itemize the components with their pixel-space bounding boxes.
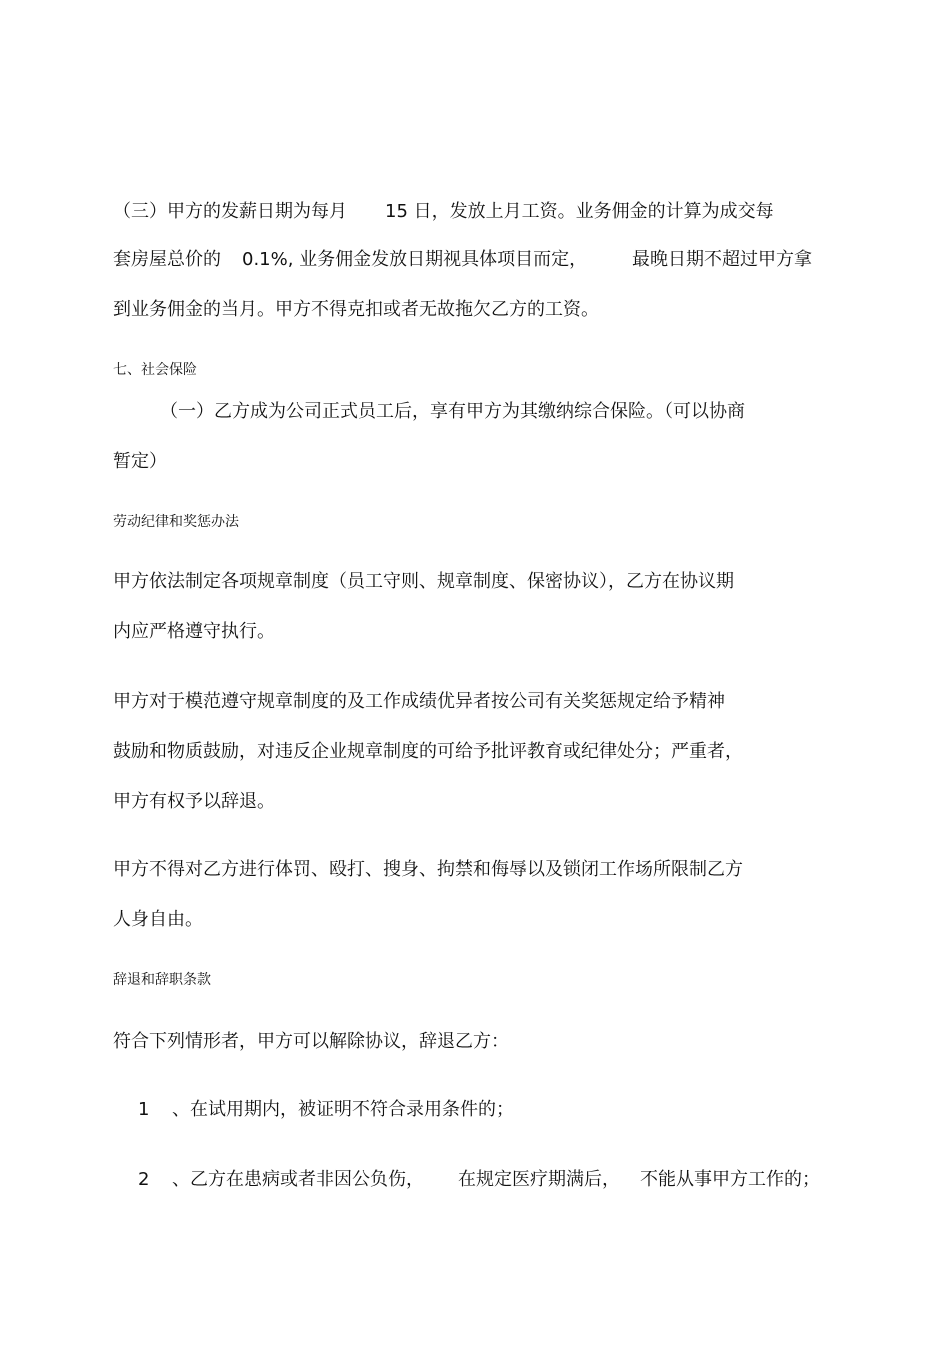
salary-line-2-part-c: 最晚日期不超过甲方拿	[632, 249, 812, 270]
salary-line-3-text: 到业务佣金的当月。甲方不得克扣或者无故拖欠乙方的工资。	[113, 299, 599, 320]
salary-line-1-part-a: （三）甲方的发薪日期为每月	[113, 201, 347, 222]
discipline-p3-line-1-text: 甲方不得对乙方进行体罚、殴打、搜身、拘禁和侮辱以及锁闭工作场所限制乙方	[113, 859, 743, 880]
discipline-p2-line-3	[0, 790, 275, 838]
discipline-p1-line-1-text: 甲方依法制定各项规章制度（员工守则、规章制度、保密协议），乙方在协议期	[113, 571, 734, 592]
discipline-p1-line-1	[0, 570, 734, 618]
social-insurance-para-line-2-text: 暂定）	[113, 451, 167, 472]
social-insurance-para-line-1-text: （一）乙方成为公司正式员工后，享有甲方为其缴纳综合保险。（可以协商	[160, 401, 745, 422]
social-insurance-heading	[0, 360, 197, 400]
social-insurance-heading-text: 七、社会保险	[113, 362, 197, 378]
dismissal-intro	[0, 1030, 509, 1078]
salary-line-1-part-b: 15 日，发放上月工资。业务佣金的计算为成交每	[385, 201, 774, 222]
discipline-p2-line-1	[0, 690, 725, 738]
dismissal-item-2-number: 2	[138, 1169, 150, 1190]
dismissal-item-2-text-b: 在规定医疗期满后，	[458, 1169, 620, 1190]
dismissal-item-2-text-a: 、乙方在患病或者非因公负伤，	[172, 1169, 424, 1190]
discipline-p3-line-2	[0, 908, 203, 956]
dismissal-intro-text: 符合下列情形者，甲方可以解除协议，辞退乙方：	[113, 1031, 509, 1052]
discipline-p2-line-3-text: 甲方有权予以辞退。	[113, 791, 275, 812]
discipline-p3-line-2-text: 人身自由。	[113, 909, 203, 930]
dismissal-item-2-text-c: 不能从事甲方工作的；	[640, 1169, 820, 1190]
discipline-heading	[0, 512, 239, 552]
dismissal-item-1-text: 、在试用期内，被证明不符合录用条件的；	[172, 1099, 514, 1120]
dismissal-item-1	[0, 1098, 514, 1170]
discipline-p3-line-1	[0, 858, 743, 906]
salary-line-2-part-a: 套房屋总价的	[113, 249, 221, 270]
discipline-p2-line-2-text: 鼓励和物质鼓励，对违反企业规章制度的可给予批评教育或纪律处分；严重者，	[113, 741, 743, 762]
discipline-p2-line-2	[0, 740, 743, 788]
discipline-p1-line-2	[0, 620, 275, 668]
dismissal-heading-text: 辞退和辞职条款	[113, 972, 211, 988]
dismissal-heading	[0, 970, 211, 1010]
dismissal-item-2	[0, 1168, 820, 1288]
social-insurance-para-line-1	[0, 400, 745, 448]
salary-line-2-part-b: 0.1%, 业务佣金发放日期视具体项目而定，	[242, 249, 588, 270]
dismissal-item-1-number: 1	[138, 1099, 150, 1120]
discipline-p1-line-2-text: 内应严格遵守执行。	[113, 621, 275, 642]
salary-line-3	[0, 298, 599, 346]
discipline-heading-text: 劳动纪律和奖惩办法	[113, 514, 239, 530]
discipline-p2-line-1-text: 甲方对于模范遵守规章制度的及工作成绩优异者按公司有关奖惩规定给予精神	[113, 691, 725, 712]
social-insurance-para-line-2	[0, 450, 167, 498]
